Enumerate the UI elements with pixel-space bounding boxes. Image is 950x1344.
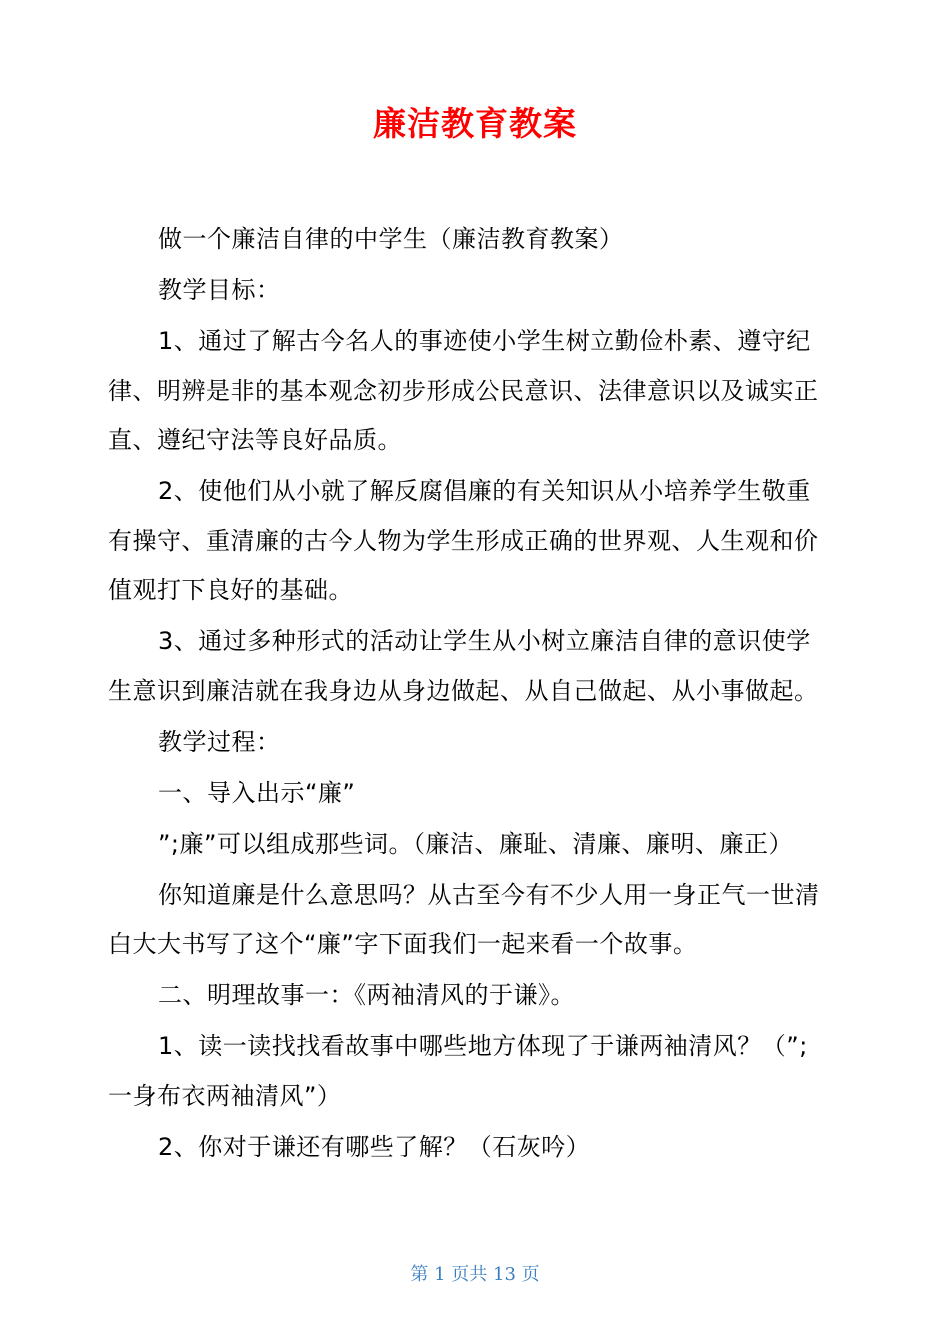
paragraph-question: 你知道廉是什么意思吗？从古至今有不少人用一身正气一世清白大大书写了这个“廉”字下面我们一起来看一个故事。 (108, 880, 820, 958)
paragraph-story-q1: 1、读一读找找看故事中哪些地方体现了于谦两袖清风？（”;一身布衣两袖清风”） (108, 1032, 808, 1110)
page-number-footer: 第 1 页共 13 页 (410, 1264, 540, 1285)
paragraph-objective-1: 1、通过了解古今名人的事迹使小学生树立勤俭朴素、遵守纪律、明辨是非的基本观念初步形成公民意识、法律意识以及诚实正直、遵纪守法等良好品质。 (108, 327, 819, 454)
paragraph-story-heading: 二、明理故事一：《两袖清风的于谦》。 (158, 981, 575, 1009)
paragraph-objectives-heading: 教学目标： (158, 276, 281, 304)
paragraph-intro: 一、导入出示“廉” (158, 778, 356, 807)
paragraph-objective-2: 2、使他们从小就了解反腐倡廉的有关知识从小培养学生敬重有操守、重清廉的古今人物为学生形成正确的世界观、人生观和价值观打下良好的基础。 (108, 477, 819, 604)
paragraph-objective-3: 3、通过多种形式的活动让学生从小树立廉洁自律的意识使学生意识到廉洁就在我身边从身边做起、从自己做起、从小事做起。 (108, 627, 819, 705)
document-title: 廉洁教育教案 (373, 104, 577, 143)
paragraph-process-heading: 教学过程： (158, 727, 281, 756)
paragraph-story-q2: 2、你对于谦还有哪些了解？（石灰吟） (158, 1132, 591, 1161)
paragraph-subtitle: 做一个廉洁自律的中学生（廉洁教育教案） (158, 225, 624, 253)
document-body (108, 215, 830, 1174)
paragraph-words: ”;廉”可以组成那些词。（廉洁、廉耻、清廉、廉明、廉正） (158, 829, 793, 858)
